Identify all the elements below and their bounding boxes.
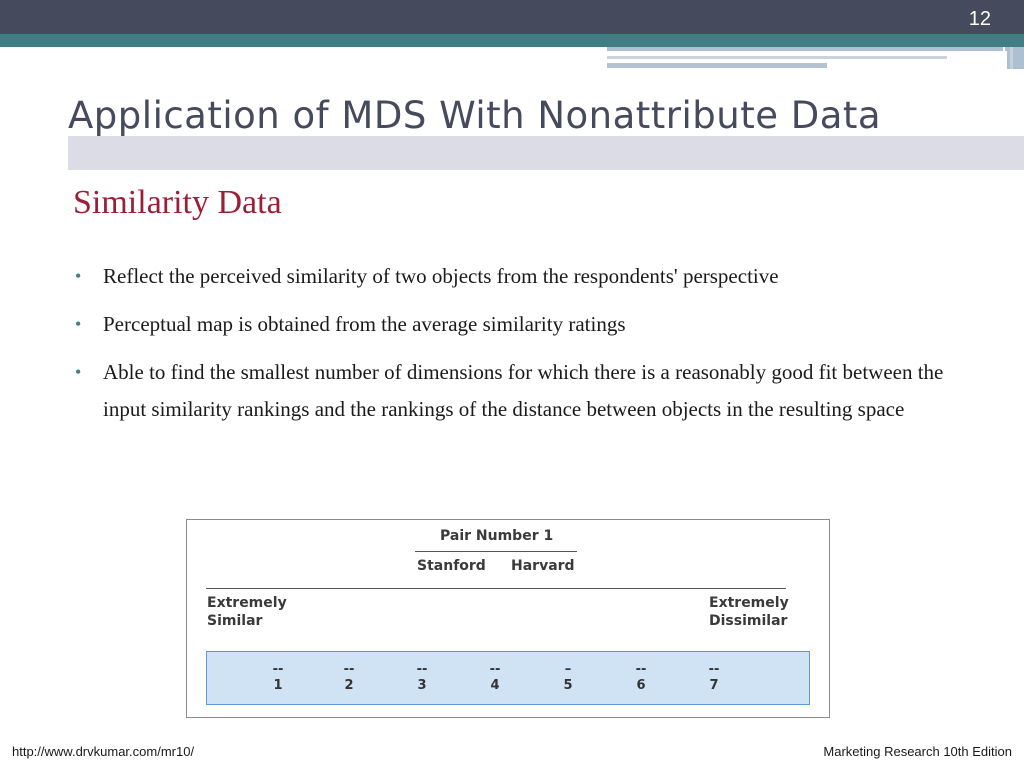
bullet-list [75,258,990,439]
similarity-scale-figure [186,519,830,718]
header-decoration-line [607,56,947,59]
scale-option-7[interactable]: -- 7 [708,662,720,693]
bullet-item [75,354,990,428]
footer-url[interactable]: http://www.drvkumar.com/mr10/ [12,744,195,759]
footer-edition: Marketing Research 10th Edition [823,744,1012,759]
title-band [68,136,1024,170]
scale-option-6[interactable]: -- 6 [635,662,647,693]
right-anchor-label: Extremely Dissimilar [709,595,789,629]
header-accent-bar [0,34,1024,47]
scale-rule [206,588,786,589]
header-decoration-line [607,47,1007,51]
pair-underline [415,551,577,552]
bullet-icon: • [75,362,82,382]
bullet-item [75,258,990,295]
scale-option-5[interactable]: – 5 [563,662,573,693]
scale-option-3[interactable]: -- 3 [416,662,428,693]
object-b-label: Harvard [511,558,575,574]
bullet-icon: • [75,266,82,286]
header-decoration-gap [1003,47,1005,69]
header-decoration-stripe [1010,47,1013,69]
pair-number-label: Pair Number 1 [440,528,554,544]
header-decoration-line [607,63,827,68]
bullet-text: Able to find the smallest number of dimensions for which there is a reasonably good fit between the input similarity rankings and the rankings of the distance between objects in the resulting space [103,360,944,421]
slide-subtitle: Similarity Data [73,184,282,221]
slide-number: 12 [968,8,991,30]
bullet-icon: • [75,314,82,334]
header-bar [0,0,1024,34]
bullet-item [75,306,990,343]
bullet-text: Reflect the perceived similarity of two objects from the respondents' perspective [103,264,779,288]
slide-title: Application of MDS With Nonattribute Data [68,94,882,137]
scale-option-2[interactable]: -- 2 [343,662,355,693]
rating-scale-box [206,651,810,705]
scale-option-1[interactable]: -- 1 [272,662,284,693]
scale-option-4[interactable]: -- 4 [489,662,501,693]
left-anchor-label: Extremely Similar [207,595,287,629]
bullet-text: Perceptual map is obtained from the average similarity ratings [103,312,626,336]
object-a-label: Stanford [417,558,486,574]
